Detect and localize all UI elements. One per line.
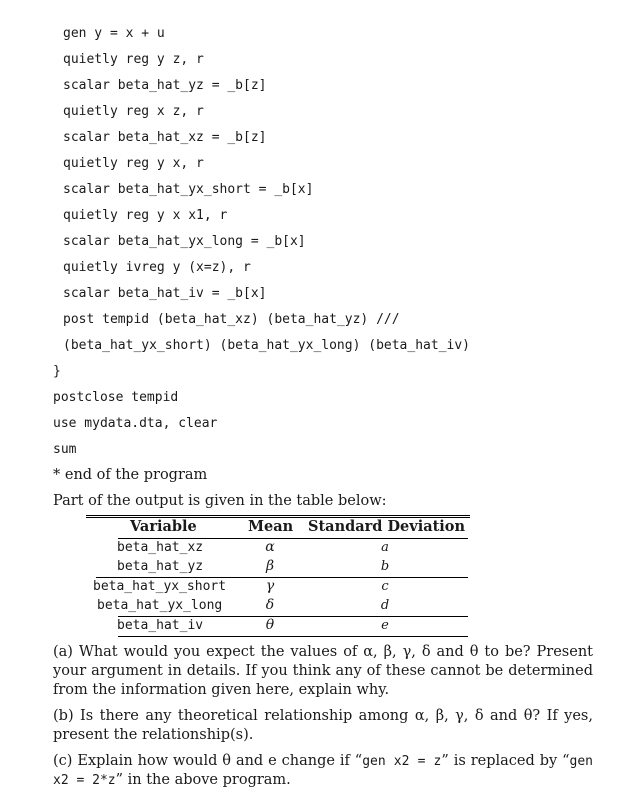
row-3-variable: beta_hat_yx_short	[93, 579, 227, 594]
code-line-12: post tempid (beta_hat_xz) (beta_hat_yz) ///	[63, 312, 400, 327]
code-line-13: (beta_hat_yx_short) (beta_hat_yx_long) (beta_hat_iv)	[63, 338, 470, 353]
code-line-10: quietly ivreg y (x=z), r	[63, 260, 251, 275]
header-sd: Standard Deviation	[308, 518, 466, 535]
question-c-code-1: gen x2 = z	[362, 754, 442, 769]
code-line-8: quietly reg y x x1, r	[63, 208, 228, 223]
row-1-variable: beta_hat_xz	[117, 540, 204, 555]
question-c	[53, 752, 593, 790]
row-5-variable: beta_hat_iv	[117, 618, 204, 633]
code-line-1: gen y = x + u	[63, 26, 165, 41]
table-top-rule	[86, 515, 470, 516]
end-comment: * end of the program	[53, 467, 208, 483]
row-1-sd: a	[381, 540, 389, 555]
row-2-variable: beta_hat_yz	[117, 559, 204, 574]
code-line-6: quietly reg y x, r	[63, 156, 204, 171]
table-bottom-rule	[118, 636, 468, 637]
code-line-15: postclose tempid	[53, 390, 179, 405]
code-line-7: scalar beta_hat_yx_short = _b[x]	[63, 182, 314, 197]
code-line-4: quietly reg x z, r	[63, 104, 204, 119]
row-4-sd: d	[380, 598, 390, 613]
row-4-variable: beta_hat_yx_long	[97, 598, 223, 613]
code-line-14: }	[53, 364, 61, 379]
header-rule	[118, 538, 468, 539]
question-a: (a) What would you expect the values of α, β, γ, δ and θ to be? Present your argument in details. If you think any of these cannot be determined from the information given here, explain why.	[53, 644, 593, 698]
header-variable: Variable	[130, 518, 197, 535]
row-rule-2	[118, 616, 468, 617]
intro-text: Part of the output is given in the table below:	[53, 493, 387, 509]
code-line-3: scalar beta_hat_yz = _b[z]	[63, 78, 267, 93]
code-line-16: use mydata.dta, clear	[53, 416, 218, 431]
row-1-mean: α	[265, 539, 275, 555]
question-c-text-1: (c) Explain how would θ and e change if “	[53, 753, 363, 769]
row-4-mean: δ	[265, 597, 275, 613]
code-line-11: scalar beta_hat_iv = _b[x]	[63, 286, 267, 301]
row-3-sd: c	[381, 579, 389, 594]
header-mean: Mean	[248, 518, 294, 535]
question-b: (b) Is there any theoretical relationship among α, β, γ, δ and θ? If yes, present the relationship(s).	[53, 708, 593, 743]
row-2-sd: b	[380, 559, 390, 574]
question-c-code-2: gen x2 = 2*z	[53, 754, 593, 788]
row-2-mean: β	[265, 558, 275, 574]
code-line-5: scalar beta_hat_xz = _b[z]	[63, 130, 267, 145]
code-line-9: scalar beta_hat_yx_long = _b[x]	[63, 234, 306, 249]
code-line-17: sum	[53, 442, 77, 457]
row-5-sd: e	[381, 618, 389, 633]
row-5-mean: θ	[265, 617, 275, 633]
code-line-2: quietly reg y z, r	[63, 52, 204, 67]
row-3-mean: γ	[265, 578, 275, 594]
question-c-text-2: ” is replaced by “	[441, 753, 570, 769]
question-c-text-3: ” in the above program.	[115, 772, 291, 788]
